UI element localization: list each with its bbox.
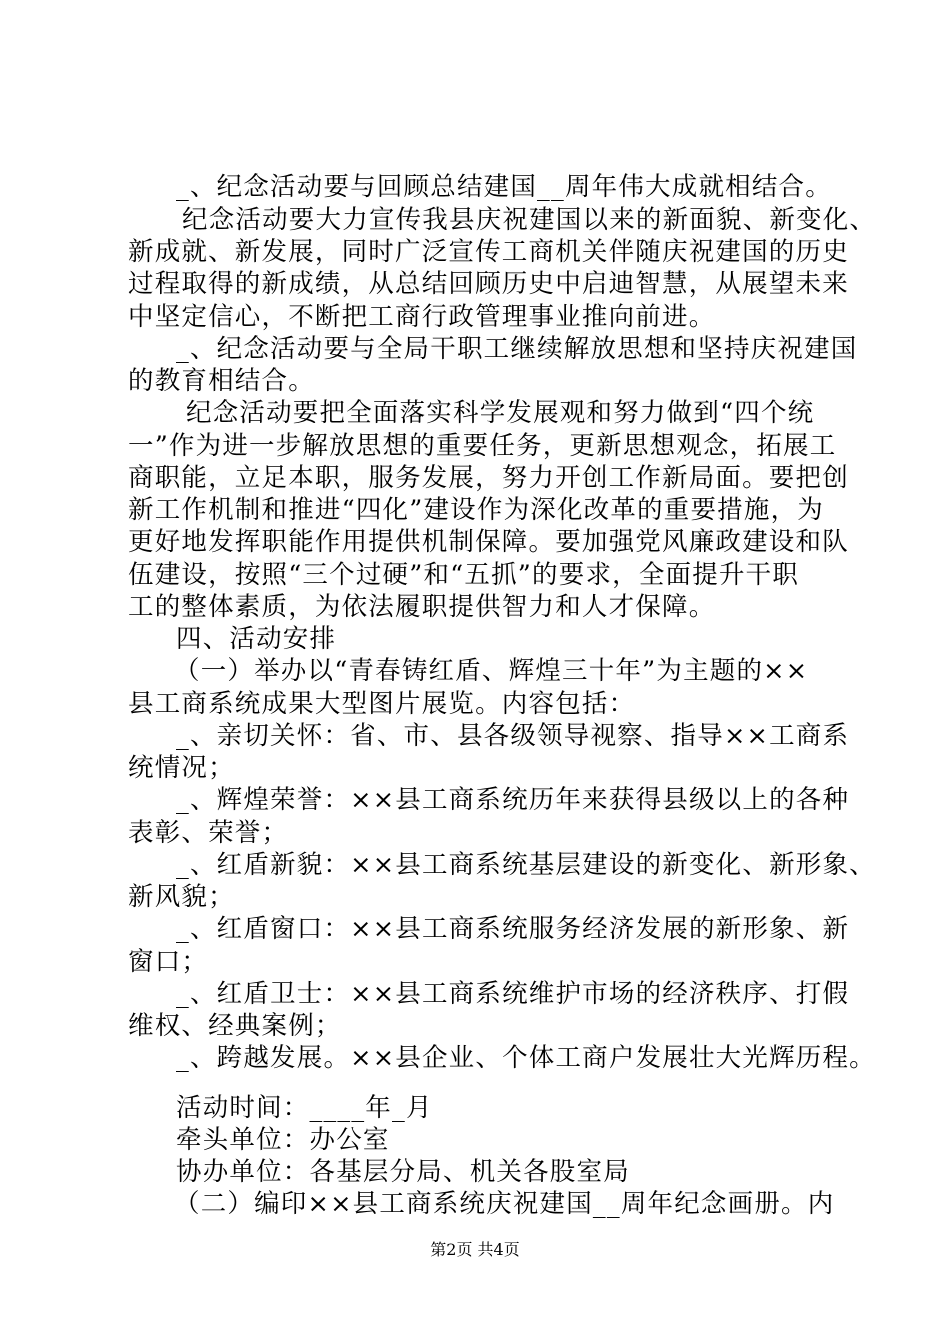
text-line: _、纪念活动要与回顾总结建国__周年伟大成就相结合。 (176, 172, 832, 202)
lead-unit: 牵头单位：办公室 (176, 1125, 390, 1155)
text-line: 更好地发挥职能作用提供机制保障。要加强党风廉政建设和队 (128, 527, 849, 557)
text-line: 县工商系统成果大型图片展览。内容包括： (128, 689, 636, 719)
text-line: _、红盾卫士：××县工商系统维护市场的经济秩序、打假 (176, 979, 850, 1009)
text-line: 一”作为进一步解放思想的重要任务，更新思想观念，拓展工 (128, 431, 837, 461)
text-line: 工的整体素质，为依法履职提供智力和人才保障。 (128, 592, 716, 622)
text-line: _、亲切关怀：省、市、县各级领导视察、指导××工商系 (176, 721, 850, 751)
text-line: 新成就、新发展，同时广泛宣传工商机关伴随庆祝建国的历史 (128, 237, 849, 267)
text-line: 纪念活动要把全面落实科学发展观和努力做到“四个统 (186, 398, 815, 428)
activity-time: 活动时间：____年_月 (176, 1093, 433, 1123)
text-line: （一）举办以“青春铸红盾、辉煌三十年”为主题的×× (174, 656, 809, 686)
text-line: 维权、经典案例； (128, 1011, 342, 1041)
page-footer: 第2页 共4页 (430, 1240, 520, 1259)
text-line: _、跨越发展。××县企业、个体工商户发展壮大光辉历程。 (176, 1043, 876, 1073)
text-line: 窗口； (128, 947, 209, 977)
text-line: （二）编印××县工商系统庆祝建国__周年纪念画册。内 (174, 1189, 835, 1219)
text-line: _、红盾窗口：××县工商系统服务经济发展的新形象、新 (176, 914, 850, 944)
text-line: 统情况； (128, 753, 235, 783)
co-unit: 协办单位：各基层分局、机关各股室局 (176, 1157, 630, 1187)
text-line: 过程取得的新成绩，从总结回顾历史中启迪智慧，从展望未来 (128, 269, 849, 299)
text-line: 商职能，立足本职，服务发展，努力开创工作新局面。要把创 (128, 463, 849, 493)
text-line: 的教育相结合。 (128, 366, 315, 396)
section-heading: 四、活动安排 (176, 624, 337, 654)
text-line: 中坚定信心，不断把工商行政管理事业推向前进。 (128, 302, 716, 332)
text-line: _、红盾新貌：××县工商系统基层建设的新变化、新形象、 (176, 850, 876, 880)
text-line: _、纪念活动要与全局干职工继续解放思想和坚持庆祝建国 (176, 334, 858, 364)
text-line: _、辉煌荣誉：××县工商系统历年来获得县级以上的各种 (176, 785, 850, 815)
text-line: 纪念活动要大力宣传我县庆祝建国以来的新面貌、新变化、 (182, 205, 877, 235)
text-line: 新风貌； (128, 882, 235, 912)
text-line: 表彰、荣誉； (128, 818, 289, 848)
text-line: 伍建设，按照“三个过硬”和“五抓”的要求，全面提升干职 (128, 560, 800, 590)
text-line: 新工作机制和推进“四化”建设作为深化改革的重要措施，为 (128, 495, 824, 525)
